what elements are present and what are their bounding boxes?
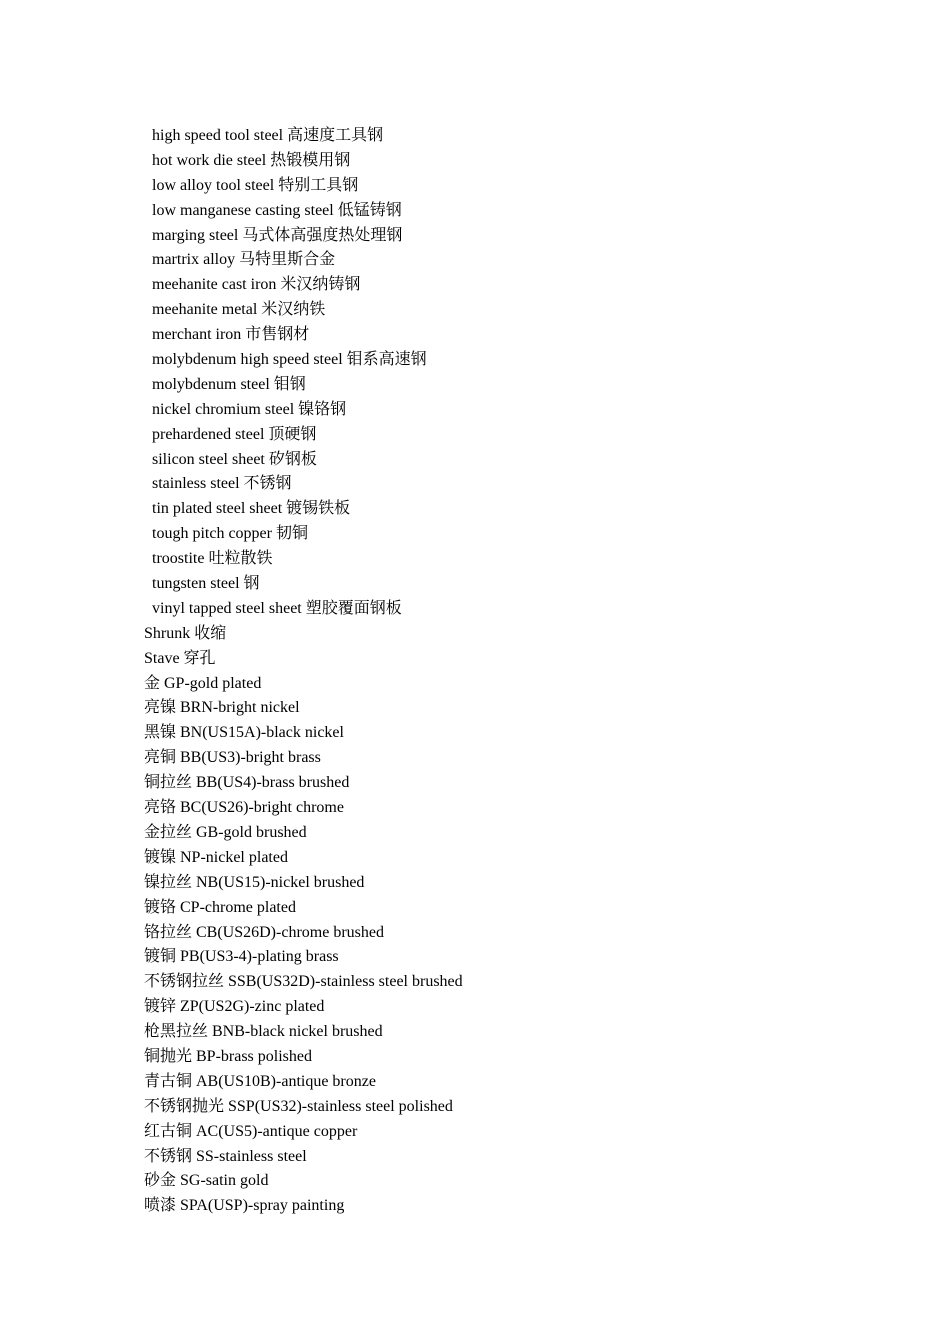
glossary-line: tough pitch copper 韧铜 (152, 525, 308, 543)
finish-code-line: 镀锌 ZP(US2G)-zinc plated (144, 998, 325, 1016)
glossary-line: tin plated steel sheet 镀锡铁板 (152, 500, 351, 518)
glossary-line: meehanite cast iron 米汉纳铸钢 (152, 276, 361, 294)
glossary-line: high speed tool steel 高速度工具钢 (152, 127, 384, 144)
finish-code-line: 喷漆 SPA(USP)-spray painting (144, 1197, 345, 1215)
finish-code-line: 金拉丝 GB-gold brushed (144, 823, 307, 841)
finish-code-line: 铜抛光 BP-brass polished (144, 1047, 313, 1065)
glossary-line: silicon steel sheet 矽钢板 (152, 450, 317, 468)
finish-code-line: 砂金 SG-satin gold (144, 1172, 269, 1190)
glossary-line: tungsten steel 钢 (152, 575, 260, 593)
finish-code-line: 红古铜 AC(US5)-antique copper (144, 1122, 358, 1140)
finish-code-line: 黑镍 BN(US15A)-black nickel (144, 724, 344, 742)
finish-code-line: 镀铜 PB(US3-4)-plating brass (144, 948, 339, 966)
finish-code-line: 铜拉丝 BB(US4)-brass brushed (144, 774, 350, 792)
finish-code-line: 不锈钢 SS-stainless steel (144, 1147, 307, 1165)
glossary-line: meehanite metal 米汉纳铁 (152, 301, 326, 319)
finish-code-line: 青古铜 AB(US10B)-antique bronze (144, 1072, 376, 1090)
glossary-line: martrix alloy 马特里斯合金 (152, 251, 336, 269)
finish-code-line: 不锈钢拉丝 SSB(US32D)-stainless steel brushed (144, 973, 463, 991)
finish-code-line: 亮铬 BC(US26)-bright chrome (144, 799, 344, 817)
glossary-line: low manganese casting steel 低锰铸钢 (152, 201, 402, 219)
glossary-line: prehardened steel 顶硬钢 (152, 425, 317, 443)
glossary-line: Shrunk 收缩 (144, 624, 227, 642)
glossary-list (144, 124, 844, 1219)
glossary-line: marging steel 马式体高强度热处理钢 (152, 226, 403, 244)
glossary-line: molybdenum high speed steel 钼系高速钢 (152, 351, 427, 369)
finish-code-line: 亮铜 BB(US3)-bright brass (144, 749, 321, 767)
glossary-line: molybdenum steel 钼钢 (152, 375, 306, 393)
finish-code-line: 不锈钢抛光 SSP(US32)-stainless steel polished (144, 1097, 453, 1115)
glossary-line: hot work die steel 热锻模用钢 (152, 151, 351, 169)
finish-code-line: 镀镍 NP-nickel plated (144, 848, 288, 866)
glossary-line: Stave 穿孔 (144, 649, 216, 667)
finish-code-line: 铬拉丝 CB(US26D)-chrome brushed (144, 923, 384, 941)
glossary-line: troostite 吐粒散铁 (152, 550, 273, 568)
finish-code-line: 金 GP-gold plated (144, 674, 262, 692)
finish-code-line: 亮镍 BRN-bright nickel (144, 699, 300, 717)
finish-code-line: 镀铬 CP-chrome plated (144, 898, 296, 916)
glossary-line: low alloy tool steel 特别工具钢 (152, 176, 359, 194)
finish-code-line: 枪黑拉丝 BNB-black nickel brushed (144, 1023, 383, 1041)
finish-code-line: 镍拉丝 NB(US15)-nickel brushed (144, 873, 365, 891)
glossary-line: nickel chromium steel 镍铬钢 (152, 400, 347, 418)
glossary-line: stainless steel 不锈钢 (152, 475, 292, 493)
glossary-line: vinyl tapped steel sheet 塑胶覆面钢板 (152, 599, 402, 617)
glossary-line: merchant iron 市售钢材 (152, 326, 310, 344)
